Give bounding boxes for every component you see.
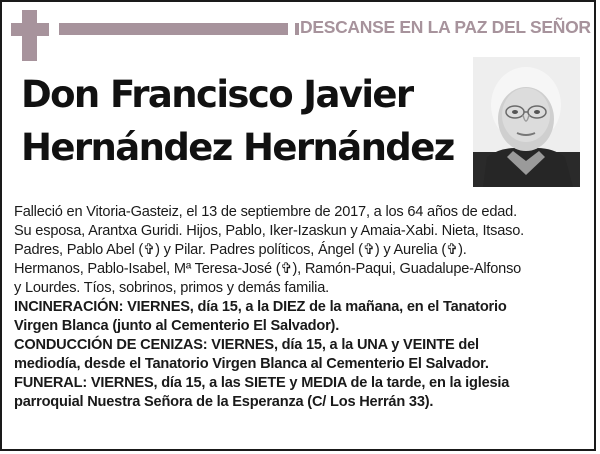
text-line: y Lourdes. Tíos, sobrinos, primos y demás familia. <box>14 280 329 296</box>
announcement-text <box>14 203 584 412</box>
header-title: DESCANSE EN LA PAZ DEL SEÑOR <box>300 17 591 37</box>
deceased-photo <box>473 57 580 187</box>
deceased-name <box>21 68 471 174</box>
service-line: INCINERACIÓN: VIERNES, día 15, a la DIEZ de la mañana, en el Tanatorio <box>14 299 507 315</box>
service-line: FUNERAL: VIERNES, día 15, a las SIETE y MEDIA de la tarde, en la iglesia <box>14 375 510 391</box>
service-line: mediodía, desde el Tanatorio Virgen Blanca al Cementerio El Salvador. <box>14 356 489 372</box>
text-line: Su esposa, Arantxa Guridi. Hijos, Pablo, Iker-Izaskun y Amaia-Xabi. Nieta, Itsaso. <box>14 223 525 239</box>
name-line-2: Hernández Hernández <box>21 126 454 169</box>
family-paragraph <box>14 203 584 298</box>
service-line: Virgen Blanca (junto al Cementerio El Salvador). <box>14 318 340 334</box>
name-line-1: Don Francisco Javier <box>21 73 413 116</box>
text-line: Falleció en Vitoria-Gasteiz, el 13 de septiembre de 2017, a los 64 años de edad. <box>14 204 517 220</box>
text-line: Hermanos, Pablo-Isabel, Mª Teresa-José (✞), Ramón-Paqui, Guadalupe-Alfonso <box>14 261 522 277</box>
header-rule <box>59 23 288 35</box>
portrait-image <box>473 57 580 187</box>
header-rule-end <box>295 23 299 35</box>
service-line: CONDUCCIÓN DE CENIZAS: VIERNES, día 15, a la UNA y VEINTE del <box>14 337 479 353</box>
cross-horizontal-bar <box>11 23 49 36</box>
service-line: parroquial Nuestra Señora de la Esperanza (C/ Los Herrán 33). <box>14 394 434 410</box>
services-paragraph <box>14 298 584 412</box>
text-line: Padres, Pablo Abel (✞) y Pilar. Padres políticos, Ángel (✞) y Aurelia (✞). <box>14 242 467 258</box>
